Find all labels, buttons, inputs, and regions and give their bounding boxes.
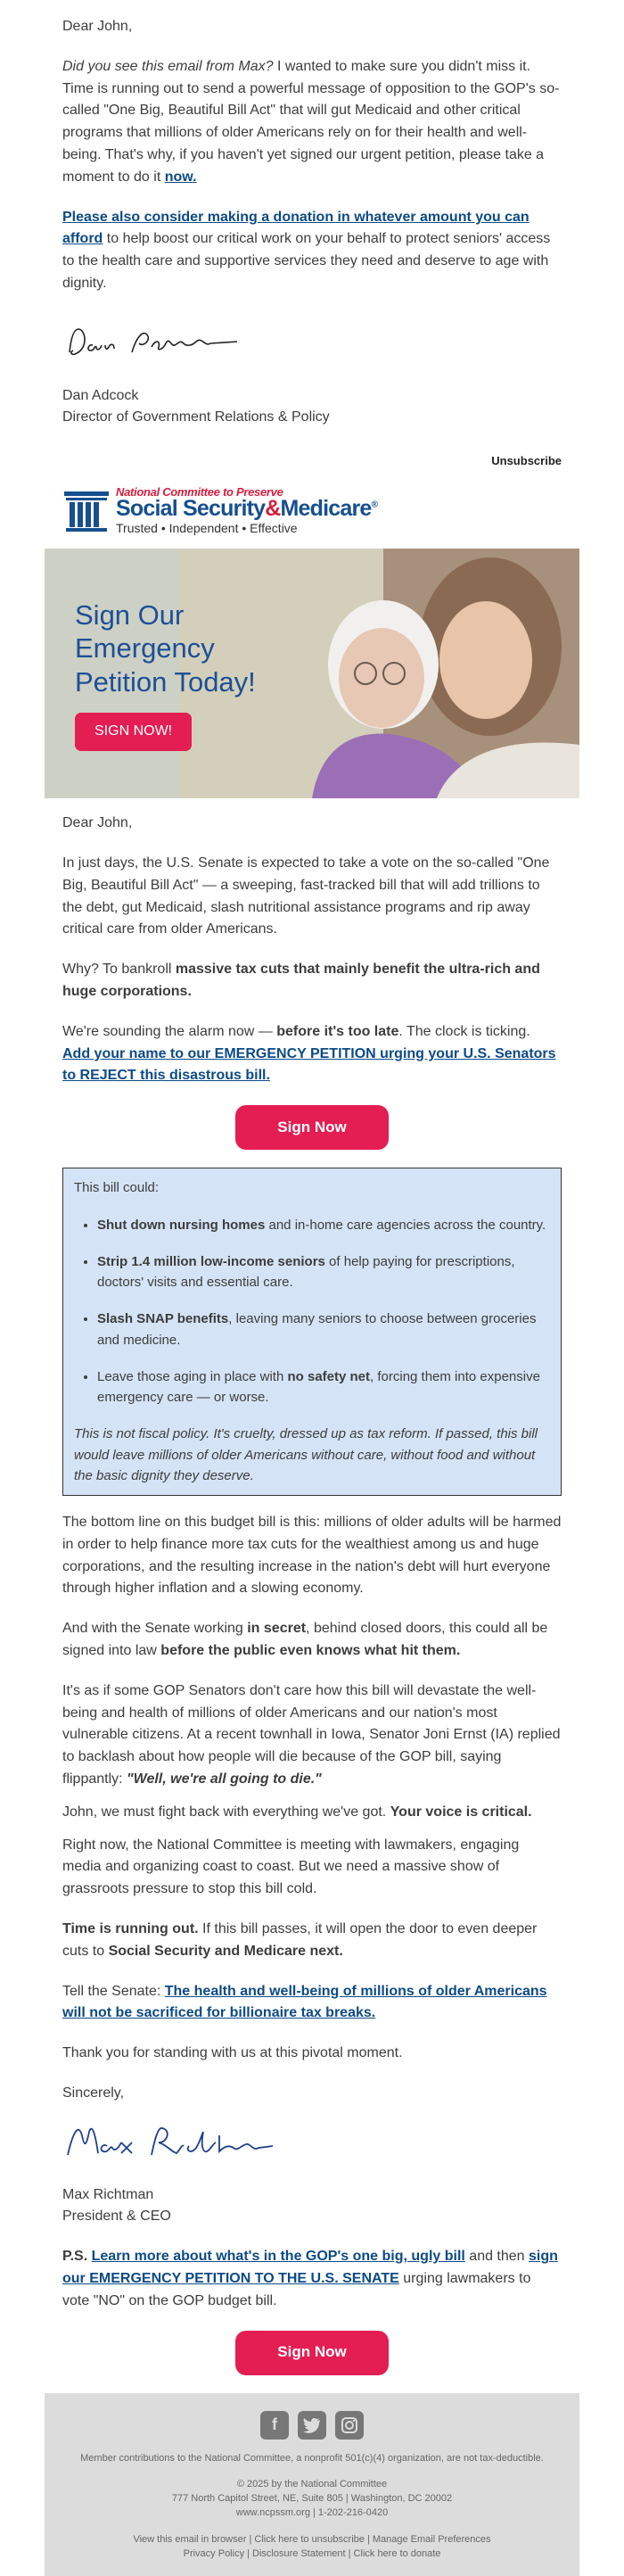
sign-now-button-2[interactable]: Sign Now bbox=[235, 2331, 389, 2375]
email-footer bbox=[45, 2393, 579, 2576]
body-p3-text2: . The clock is ticking. bbox=[398, 1023, 530, 1039]
sig-title: President & CEO bbox=[62, 2209, 171, 2225]
intro-italic: Did you see this email from Max? bbox=[62, 58, 274, 74]
item-text: and in-home care agencies across the country. bbox=[265, 1217, 546, 1233]
body3-paragraph-7 bbox=[62, 1981, 562, 2026]
p2-b: in secret bbox=[247, 1621, 307, 1637]
body3-paragraph-2 bbox=[62, 1618, 562, 1663]
ps-end: urging lawmakers to vote "NO" on the GOP budget bill. bbox=[62, 2270, 531, 2308]
body3-paragraph-8: Thank you for standing with us at this pivotal moment. bbox=[62, 2045, 403, 2061]
intro-text-2: to help boost our critical work on your behalf to protect seniors' access to the health care and supportive services they need and deserve to age with dignity. bbox=[62, 231, 551, 291]
logo-registered: ® bbox=[371, 500, 378, 510]
unsubscribe-row bbox=[0, 452, 624, 470]
body-p3-text: We're sounding the alarm now — bbox=[62, 1023, 277, 1039]
footer-links-row-2[interactable]: Privacy Policy | Disclosure Statement | Click here to donate bbox=[183, 2548, 441, 2560]
instagram-icon[interactable] bbox=[335, 2411, 364, 2440]
donation-link[interactable]: Please also consider making a donation in whatever amount you can afford bbox=[62, 209, 530, 247]
signature-max-image bbox=[62, 2114, 312, 2166]
body3-paragraph-3 bbox=[62, 1680, 562, 1791]
intro-section bbox=[0, 0, 624, 429]
bill-impact-box bbox=[62, 1168, 562, 1496]
body3-paragraph-1: The bottom line on this budget bill is this: millions of older adults will be harmed in order to help finance more tax cuts for the wealthiest among us and huge corporations, and the resulting increase in the nation's debt will hurt everyone through higher inflation and a slowing economy. bbox=[62, 1515, 562, 1597]
hero-sign-now-button[interactable]: SIGN NOW! bbox=[75, 713, 192, 751]
body3-paragraph-6 bbox=[62, 1919, 562, 1963]
sig-name: Max Richtman bbox=[62, 2186, 154, 2202]
footer-contact[interactable]: www.ncpssm.org | 1-202-216-0420 bbox=[235, 2507, 389, 2519]
body-section-2 bbox=[0, 1512, 624, 2313]
p4-a: John, we must fight back with everything we've got. bbox=[62, 1804, 390, 1820]
box-heading: This bill could: bbox=[74, 1180, 160, 1196]
body3-paragraph-4 bbox=[62, 1802, 562, 1824]
hero-title: Sign Our Emergency Petition Today! bbox=[75, 599, 256, 698]
signature-dan-image bbox=[62, 317, 259, 365]
box-footer-text: This is not fiscal policy. It's cruelty, dressed up as tax reform. If passed, this bill would leave millions of older Americans without care, without food and without the basic dignity they deserve. bbox=[74, 1426, 538, 1483]
footer-links bbox=[62, 2533, 562, 2562]
social-icons bbox=[62, 2411, 562, 2440]
list-item bbox=[97, 1309, 550, 1350]
body-paragraph-2 bbox=[62, 959, 562, 1003]
logo-medicare: Medicare bbox=[280, 496, 372, 522]
intro-text: I wanted to make sure you didn't miss it. Time is running out to send a powerful message of opposition to the GOP's so-called "One Big, Beautiful Bill Act" that will gut Medicaid and other critical programs that millions of older Americans rely on for their health and well-being. That's why, if you haven't yet signed our urgent petition, please take a moment to do it bbox=[62, 58, 560, 185]
body3-paragraph-5: Right now, the National Committee is meeting with lawmakers, engaging media and organizing coast to coast. But we need a massive show of grassroots pressure to stop this bill cold. bbox=[62, 1837, 520, 1897]
sign-now-button-1[interactable]: Sign Now bbox=[235, 1105, 389, 1150]
item-text: , forcing them into expensive emergency care — or worse. bbox=[97, 1368, 540, 1406]
p2-c: , behind closed doors, this could all be signed into law bbox=[62, 1621, 548, 1658]
item-pre: Leave those aging in place with bbox=[97, 1368, 288, 1384]
now-link[interactable]: now. bbox=[164, 169, 197, 185]
ps-label: P.S. bbox=[62, 2249, 92, 2265]
footer-address-block bbox=[62, 2478, 562, 2521]
intro-paragraph-1 bbox=[62, 56, 562, 189]
item-bold: Strip 1.4 million low-income seniors bbox=[97, 1253, 325, 1269]
cta-row-1 bbox=[0, 1105, 624, 1150]
footer-address: 777 North Capitol Street, NE, Suite 805 | Washington, DC 20002 bbox=[171, 2493, 453, 2505]
p6-a: Time is running out. bbox=[62, 1920, 199, 1936]
ps-paragraph bbox=[62, 2246, 562, 2312]
p6-c: Social Security and Medicare next. bbox=[108, 1943, 343, 1959]
body-section bbox=[0, 798, 624, 1087]
tell-senate-link[interactable]: The health and well-being of millions of older Americans will not be sacrificed for billionaire tax breaks. bbox=[62, 1983, 547, 2021]
body-greeting: Dear John, bbox=[62, 815, 133, 831]
body-p3-bold: before it's too late bbox=[276, 1023, 399, 1039]
learn-more-link[interactable]: Learn more about what's in the GOP's one big, ugly bill bbox=[91, 2249, 465, 2265]
p3-a: It's as if some GOP Senators don't care how this bill will devastate the well-being and health of millions of older Americans and our nation's most vulnerable citizens. At a recent townhall in Iowa, Senator Joni Ernst (IA) replied to backlash about how people will die because of the GOP bill, saying flippantly: bbox=[62, 1682, 561, 1787]
footer-copyright: © 2025 by the National Committee bbox=[236, 2479, 388, 2490]
item-bold: Shut down nursing homes bbox=[97, 1217, 266, 1233]
item-text: of help paying for prescriptions, doctors' visits and essential care. bbox=[97, 1253, 515, 1291]
item-bold: Slash SNAP benefits bbox=[97, 1311, 229, 1327]
logo-social-security: Social Security bbox=[116, 496, 266, 522]
cta-row-2 bbox=[0, 2331, 624, 2375]
p2-d: before the public even knows what hit them. bbox=[160, 1643, 461, 1658]
sincerely-text: Sincerely, bbox=[62, 2085, 125, 2101]
intro-greeting: Dear John, bbox=[62, 19, 133, 34]
sign-petition-link[interactable]: sign our EMERGENCY PETITION TO THE U.S. SENATE bbox=[62, 2249, 558, 2286]
logo-tagline: Trusted • Independent • Effective bbox=[116, 521, 298, 536]
pillar-icon bbox=[62, 486, 111, 534]
list-item bbox=[97, 1215, 550, 1235]
list-item bbox=[97, 1251, 550, 1293]
p7-a: Tell the Senate: bbox=[62, 1983, 165, 1999]
body-p2-bold: massive tax cuts that mainly benefit the ultra-rich and huge corporations. bbox=[62, 962, 540, 1000]
ps-mid: and then bbox=[464, 2249, 530, 2265]
intro-sig-title: Director of Government Relations & Policy bbox=[62, 409, 330, 425]
body-paragraph-1: In just days, the U.S. Senate is expected to take a vote on the so-called "One Big, Beautiful Bill Act" — a sweeping, fast-tracked bill that will add trillions to the debt, gut Medicaid, slash nutritional assistance programs and rip away critical care from older Americans. bbox=[62, 855, 550, 937]
p3-quote: "Well, we're all going to die." bbox=[127, 1771, 322, 1787]
twitter-icon[interactable] bbox=[298, 2411, 326, 2440]
intro-sig-name: Dan Adcock bbox=[62, 387, 139, 403]
footer-links-row-1[interactable]: View this email in browser | Click here to unsubscribe | Manage Email Preferences bbox=[133, 2534, 491, 2546]
body-paragraph-3 bbox=[62, 1021, 562, 1087]
intro-paragraph-2 bbox=[62, 207, 562, 295]
bill-impact-list bbox=[74, 1215, 550, 1408]
logo-text bbox=[116, 486, 377, 534]
p4-b: Your voice is critical. bbox=[390, 1804, 532, 1820]
logo-line-2 bbox=[116, 498, 377, 520]
list-item bbox=[97, 1366, 550, 1408]
logo-ampersand: & bbox=[265, 496, 281, 522]
intro-signature-block bbox=[62, 313, 562, 429]
p6-b: If this bill passes, it will open the door to even deeper cuts to bbox=[62, 1920, 538, 1959]
hero-banner[interactable] bbox=[45, 549, 579, 798]
item-text: , leaving many seniors to choose between groceries and medicine. bbox=[97, 1311, 537, 1348]
petition-link[interactable]: Add your name to our EMERGENCY PETITION urging your U.S. Senators to REJECT this disastrous bill. bbox=[62, 1045, 556, 1084]
ncpssm-logo bbox=[0, 483, 624, 538]
p2-a: And with the Senate working bbox=[62, 1621, 248, 1637]
item-bold: no safety net bbox=[287, 1368, 371, 1384]
unsubscribe-link[interactable]: Unsubscribe bbox=[491, 454, 562, 468]
body-p2-text: Why? To bankroll bbox=[62, 962, 176, 978]
footer-disclaimer: Member contributions to the National Committee, a nonprofit 501(c)(4) organization, are not tax-deductible. bbox=[80, 2452, 544, 2464]
facebook-icon[interactable]: f bbox=[260, 2411, 289, 2440]
logo-line-1: National Committee to Preserve bbox=[116, 485, 283, 500]
